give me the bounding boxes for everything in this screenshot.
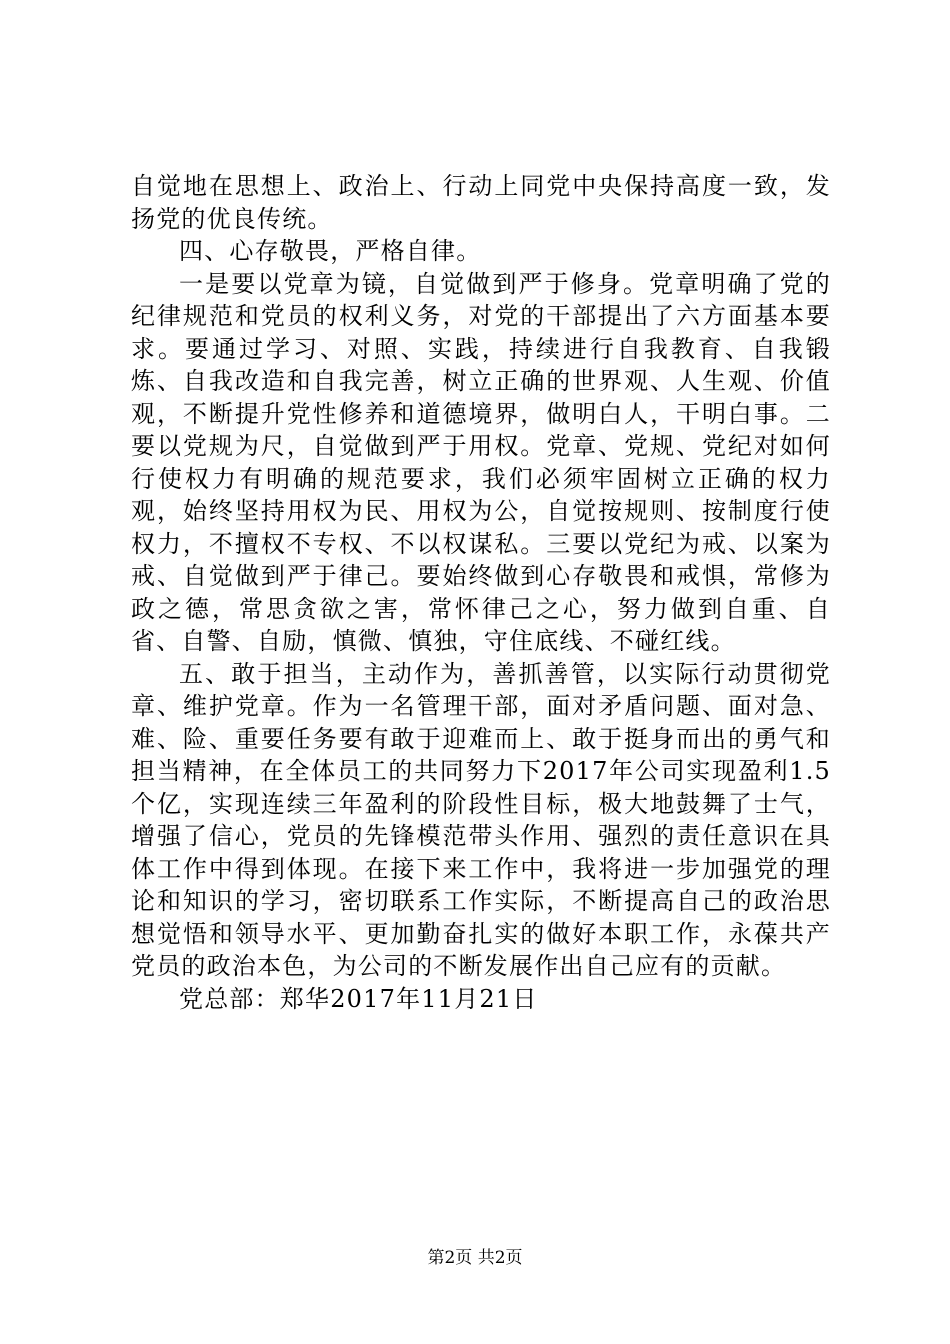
section-heading-4: 四、心存敬畏，严格自律。 (179, 237, 482, 265)
page-number-footer: 第2页 共2页 (427, 1248, 523, 1268)
signature-line: 党总部：郑华2017年11月21日 (179, 984, 538, 1013)
paragraph-responsibility: 五、敢于担当，主动作为，善抓善管，以实际行动贯彻党章、维护党章。作为一名管理干部，面对矛盾问题、面对急、难、险、重要任务要有敢于迎难而上、敢于挺身而出的勇气和担当精神，在全体员工的共同努力下2017年公司实现盈利1.5个亿，实现连续三年盈利的阶段性目标，极大地鼓舞了士气，增强了信心，党员的先锋模范带头作用、强烈的责任意识在具体工作中得到体现。在接下来工作中，我将进一步加强党的理论和知识的学习，密切联系工作实际，不断提高自己的政治思想觉悟和领导水平、更加勤奋扎实的做好本职工作，永葆共产党员的政治本色，为公司的不断发展作出自己应有的贡献。 (131, 659, 831, 980)
paragraph-self-discipline: 一是要以党章为镜，自觉做到严于修身。党章明确了党的纪律规范和党员的权利义务，对党的干部提出了六方面基本要求。要通过学习、对照、实践，持续进行自我教育、自我锻炼、自我改造和自我完善，树立正确的世界观、人生观、价值观，不断提升党性修养和道德境界，做明白人，干明白事。二要以党规为尺，自觉做到严于用权。党章、党规、党纪对如何行使权力有明确的规范要求，我们必须牢固树立正确的权力观，始终坚持用权为民、用权为公，自觉按规则、按制度行使权力，不擅权不专权、不以权谋私。三要以党纪为戒、以案为戒、自觉做到严于律己。要始终做到心存敬畏和戒惧，常修为政之德，常思贪欲之害，常怀律己之心，努力做到自重、自省、自警、自励，慎微、慎独，守住底线、不碰红线。 (131, 269, 831, 655)
body-text (131, 170, 831, 1015)
paragraph-continuation: 自觉地在思想上、政治上、行动上同党中央保持高度一致，发扬党的优良传统。 (131, 172, 831, 233)
